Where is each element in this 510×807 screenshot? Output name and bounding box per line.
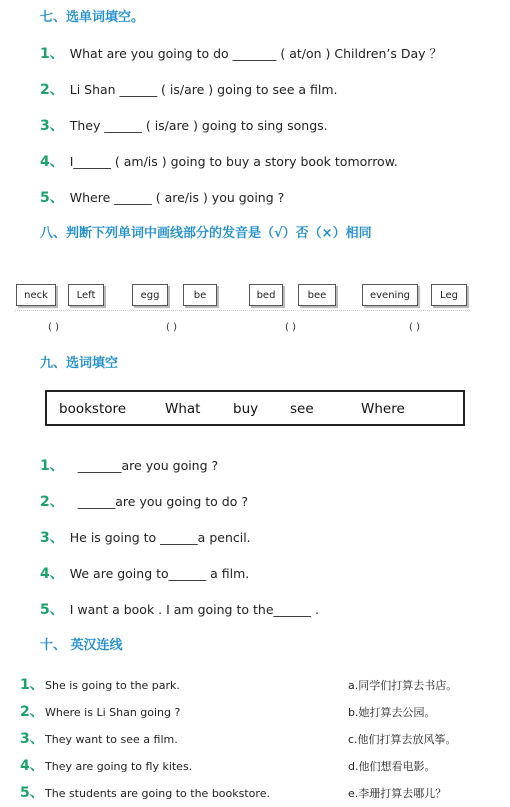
question-7-5: 5、 Where ______ ( are/is ) you going ? xyxy=(40,190,285,206)
word-bank-item: bookstore xyxy=(59,401,127,417)
match-item-english: 1、She is going to the park. xyxy=(20,677,180,693)
answer-blank: ( ) xyxy=(48,322,59,333)
question-7-3: 3、 They ______ ( is/are ) going to sing songs. xyxy=(40,118,328,134)
section-8-title: 八、判断下列单词中画线部分的发音是（√）否（×）相同 xyxy=(40,226,372,241)
word-bank-item: Where xyxy=(361,401,405,417)
divider xyxy=(15,310,470,311)
word-box: Left xyxy=(68,284,104,306)
question-9-4: 4、 We are going to______ a film. xyxy=(40,566,250,582)
match-option-chinese: a.同学们打算去书店。 xyxy=(348,679,458,692)
word-bank-item: buy xyxy=(233,401,259,417)
word-box: evening xyxy=(362,284,418,306)
answer-blank: ( ) xyxy=(166,322,177,333)
match-option-chinese: e.李珊打算去哪儿？ xyxy=(348,787,447,800)
section-9-title: 九、选词填空 xyxy=(40,356,119,371)
match-option-chinese: c.他们打算去放风筝。 xyxy=(348,733,457,746)
word-bank xyxy=(45,390,465,426)
question-7-2: 2、 Li Shan ______ ( is/are ) going to see a film. xyxy=(40,82,338,98)
question-9-2: 2、 ______are you going to do ? xyxy=(40,494,248,510)
word-box: bed xyxy=(249,284,283,306)
word-box: bee xyxy=(298,284,336,306)
word-bank-item: What xyxy=(165,401,201,417)
match-option-chinese: b.她打算去公园。 xyxy=(348,706,436,719)
answer-blank: ( ) xyxy=(409,322,420,333)
word-box: Leg xyxy=(431,284,467,306)
question-9-3: 3、 He is going to ______a pencil. xyxy=(40,530,251,546)
match-option-chinese: d.他们想看电影。 xyxy=(348,760,436,773)
match-item-english: 3、They want to see a film. xyxy=(20,731,178,747)
answer-blank: ( ) xyxy=(285,322,296,333)
match-item-english: 2、Where is Li Shan going ? xyxy=(20,704,181,720)
question-7-1: 1、 What are you going to do _______ ( at/on ) Children’s Day ？ xyxy=(40,46,443,62)
question-7-4: 4、 I______ ( am/is ) going to buy a story book tomorrow. xyxy=(40,154,398,170)
word-box: neck xyxy=(16,284,56,306)
word-box: be xyxy=(183,284,217,306)
word-bank-item: see xyxy=(290,401,314,417)
section-7-title: 七、选单词填空。 xyxy=(40,10,145,25)
match-item-english: 5、The students are going to the bookstore. xyxy=(20,785,270,801)
section-10-title: 十、 英汉连线 xyxy=(40,638,123,653)
match-item-english: 4、They are going to fly kites. xyxy=(20,758,193,774)
question-9-5: 5、 I want a book . I am going to the______ . xyxy=(40,602,319,618)
question-9-1: 1、 _______are you going ? xyxy=(40,458,219,474)
word-box: egg xyxy=(132,284,168,306)
